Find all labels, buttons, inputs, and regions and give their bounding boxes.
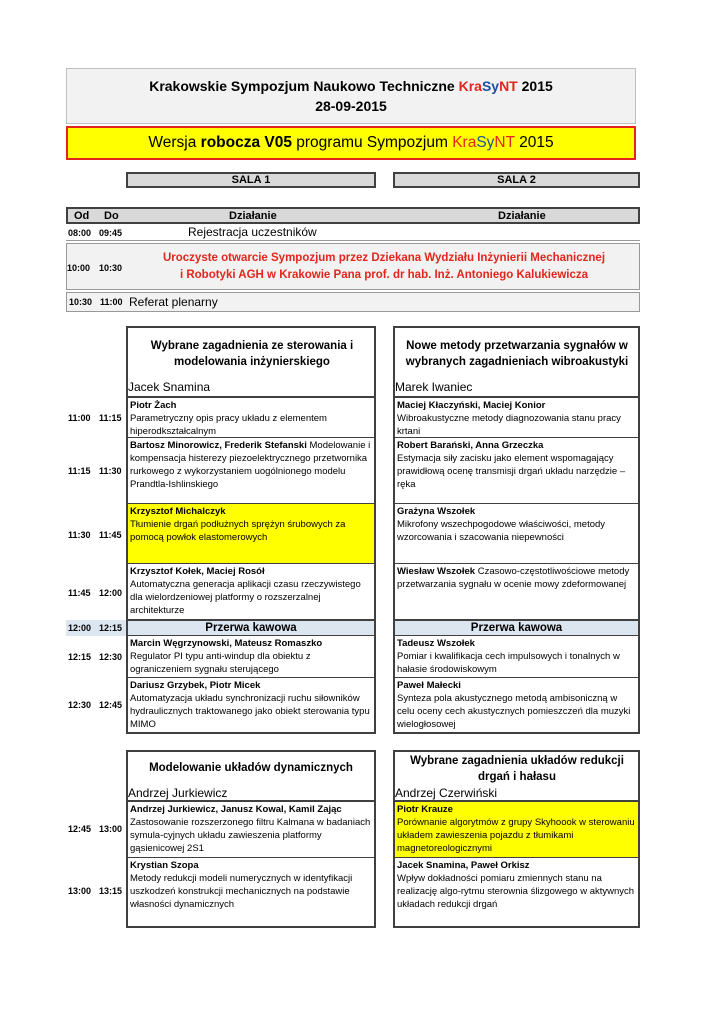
col-od: Od [74, 210, 90, 222]
coffee-break-2: Przerwa kawowa [393, 620, 640, 636]
schedule-row: 08:00 09:45 Rejestracja uczestników [66, 224, 640, 241]
coffee-break-row: 12:00 12:15 Przerwa kawowa Przerwa kawowa [66, 620, 640, 636]
track-1-chair: Jacek Snamina [128, 380, 211, 394]
table-header [66, 207, 640, 224]
schedule-row: 12:15 12:30 Marcin Węgrzynowski, Mateusz Romaszko Regulator PI typu anti-windup dla obiektu z ograniczeniem sygnału sterującego Tadeusz Wszołek Pomiar i kwalifikacja cech impulsowych i tonalnych w hałasie środowiskowym [66, 636, 640, 678]
sala-1-header: SALA 1 [126, 172, 376, 188]
opening-ceremony-text: Uroczyste otwarcie Sympozjum przez Dziekana Wydziału Inżynierii Mechanicznej i Robotyki AGH w Krakowie Pana prof. dr hab. Inż. Antoniego Kalukiewicza [162, 252, 606, 281]
talk-cell: Piotr Żach Parametryczny opis pracy układu z elementem hiperodkształcalnym [126, 398, 376, 438]
talk-cell: Dariusz Grzybek, Piotr Micek Automatyzacja układu synchronizacji ruchu siłowników hydraulicznych traktowanego jako obiekt sterowania typu MIMO [126, 678, 376, 734]
talk-cell: Grażyna Wszołek Mikrofony wszechpogodowe właściwości, metody wzorcowania i szacowania niepewności [393, 504, 640, 564]
block-1-rows [66, 398, 640, 620]
track-3-chair: Andrzej Jurkiewicz [128, 786, 228, 800]
track-1-header [126, 326, 376, 398]
talk-cell: Wiesław Wszołek Czasowo-częstotliwościowe metody przetwarzania sygnału w ocenie mowy zdeformowanej [393, 564, 640, 620]
schedule-row: 11:00 11:15 Piotr Żach Parametryczny opis pracy układu z elementem hiperodkształcalnym Maciej Kłaczyński, Maciej Konior Wibroakustyczne metody diagnozowania stanu pracy krtani [66, 398, 640, 438]
track-3-header [126, 750, 376, 802]
schedule-row: 11:30 11:45 Krzysztof Michalczyk Tłumienie drgań podłużnych sprężyn śrubowych za pomocą powłok elastomerowych Grażyna Wszołek Mikrofony wszechpogodowe właściwości, metody wzorcowania i szacowania niepewności [66, 504, 640, 564]
track-1-title: Wybrane zagadnienia ze sterowania i modelowania inżynierskiego [150, 340, 354, 368]
schedule-row: 12:45 13:00 Andrzej Jurkiewicz, Janusz Kowal, Kamil Zając Zastosowanie rozszerzonego filtru Kalmana w badaniach symula-cyjnych układu zawieszenia platformy gąsienicowej 2S1 Piotr Krauze Porównanie algorytmów z grupy Skyhoook w sterowaniu układem zawieszenia pojazdu z tłumikami magnetoreologicznymi [66, 802, 640, 858]
talk-cell: Marcin Węgrzynowski, Mateusz Romaszko Regulator PI typu anti-windup dla obiektu z ograniczeniem sygnału sterującego [126, 636, 376, 678]
talk-cell-highlighted: Krzysztof Michalczyk Tłumienie drgań podłużnych sprężyn śrubowych za pomocą powłok elastomerowych [126, 504, 376, 564]
symposium-date: 28-09-2015 [315, 98, 387, 114]
sala-2-header: SALA 2 [393, 172, 640, 188]
block-2-rows [66, 802, 640, 928]
plenary-row: 10:30 11:00 Referat plenarny [66, 292, 640, 312]
registration-text: Rejestracja uczestników [188, 225, 317, 239]
track-2-title: Nowe metody przetwarzania sygnałów w wybranych zagadnieniach wibroakustyki [405, 340, 629, 368]
talk-cell-highlighted: Piotr Krauze Porównanie algorytmów z grupy Skyhoook w sterowaniu układem zawieszenia pojazdu z tłumikami magnetoreologicznymi [393, 802, 640, 858]
track-3-title: Modelowanie układów dynamicznych [149, 762, 353, 774]
track-4-chair: Andrzej Czerwiński [395, 786, 498, 800]
track-4-header [393, 750, 640, 802]
symposium-title-box [66, 68, 636, 124]
talk-cell: Jacek Snamina, Paweł Orkisz Wpływ dokładności pomiaru zmiennych stanu na realizację algo-rytmu sterownia ślizgowego w aktywnych układach redukcji drgań [393, 858, 640, 928]
schedule-row: 11:15 11:30 Bartosz Minorowicz, Frederik Stefanski Modelowanie i kompensacja histerezy piezoelektrycznego przetwornika rurkowego z wykorzystaniem uogólnionego modelu Prandtla-Ishlinskiego Robert Barański, Anna Grzeczka Estymacja siły zacisku jako element wspomagający prawidłową ocenę transmisji drgań układu narzędzie – ręka [66, 438, 640, 504]
schedule-row: 11:45 12:00 Krzysztof Kołek, Maciej Rosół Automatyczna generacja aplikacji czasu rzeczywistego dla wielordzeniowej platformy o rozszerzalnej architekturze Wiesław Wszołek Czasowo-częstotliwościowe metody przetwarzania sygnału w ocenie mowy zdeformowanej [66, 564, 640, 620]
opening-row: 10:00 10:30 Uroczyste otwarcie Sympozjum przez Dziekana Wydziału Inżynierii Mechanicznej i Robotyki AGH w Krakowie Pana prof. dr hab. Inż. Antoniego Kalukiewicza [66, 243, 640, 290]
track-2-header [393, 326, 640, 398]
version-banner: Wersja robocza V05 programu Sympozjum KraSyNT 2015 [66, 126, 636, 160]
col-do: Do [104, 210, 119, 222]
plenary-text: Referat plenarny [129, 295, 218, 309]
talk-cell: Krystian Szopa Metody redukcji modeli numerycznych w identyfikacji uszkodzeń konstrukcji mechanicznych na podstawie własności dynamicznych [126, 858, 376, 928]
talk-cell: Robert Barański, Anna Grzeczka Estymacja siły zacisku jako element wspomagający prawidłową ocenę transmisji drgań układu narzędzie – ręka [393, 438, 640, 504]
talk-cell: Paweł Małecki Synteza pola akustycznego metodą ambisoniczną w celu oceny cech akustycznych pomieszczeń dla muzyki wielogłosowej [393, 678, 640, 734]
talk-cell: Andrzej Jurkiewicz, Janusz Kowal, Kamil Zając Zastosowanie rozszerzonego filtru Kalmana w badaniach symula-cyjnych układu zawieszenia platformy gąsienicowej 2S1 [126, 802, 376, 858]
track-2-chair: Marek Iwaniec [395, 380, 473, 394]
talk-cell: Tadeusz Wszołek Pomiar i kwalifikacja cech impulsowych i tonalnych w hałasie środowiskowym [393, 636, 640, 678]
schedule-row: 12:30 12:45 Dariusz Grzybek, Piotr Micek Automatyzacja układu synchronizacji ruchu siłowników hydraulicznych traktowanego jako obiekt sterowania typu MIMO Paweł Małecki Synteza pola akustycznego metodą ambisoniczną w celu oceny cech akustycznych pomieszczeń dla muzyki wielogłosowej [66, 678, 640, 734]
talk-cell: Maciej Kłaczyński, Maciej Konior Wibroakustyczne metody diagnozowania stanu pracy krtani [393, 398, 640, 438]
schedule-row: 13:00 13:15 Krystian Szopa Metody redukcji modeli numerycznych w identyfikacji uszkodzeń konstrukcji mechanicznych na podstawie własności dynamicznych Jacek Snamina, Paweł Orkisz Wpływ dokładności pomiaru zmiennych stanu na realizację algo-rytmu sterownia ślizgowego w aktywnych układach redukcji drgań [66, 858, 640, 928]
talk-cell: Krzysztof Kołek, Maciej Rosół Automatyczna generacja aplikacji czasu rzeczywistego dla wielordzeniowej platformy o rozszerzalnej architekturze [126, 564, 376, 620]
track-4-title: Wybrane zagadnienia układów redukcji drgań i hałasu [410, 755, 624, 783]
col-dzialanie-1: Działanie [229, 210, 277, 222]
coffee-break-1: Przerwa kawowa [126, 620, 376, 636]
col-dzialanie-2: Działanie [498, 210, 546, 222]
block-1b-rows [66, 636, 640, 734]
symposium-title: Krakowskie Sympozjum Naukowo Techniczne KraSyNT 2015 [149, 78, 553, 94]
talk-cell: Bartosz Minorowicz, Frederik Stefanski Modelowanie i kompensacja histerezy piezoelektrycznego przetwornika rurkowego z wykorzystaniem uogólnionego modelu Prandtla-Ishlinskiego [126, 438, 376, 504]
